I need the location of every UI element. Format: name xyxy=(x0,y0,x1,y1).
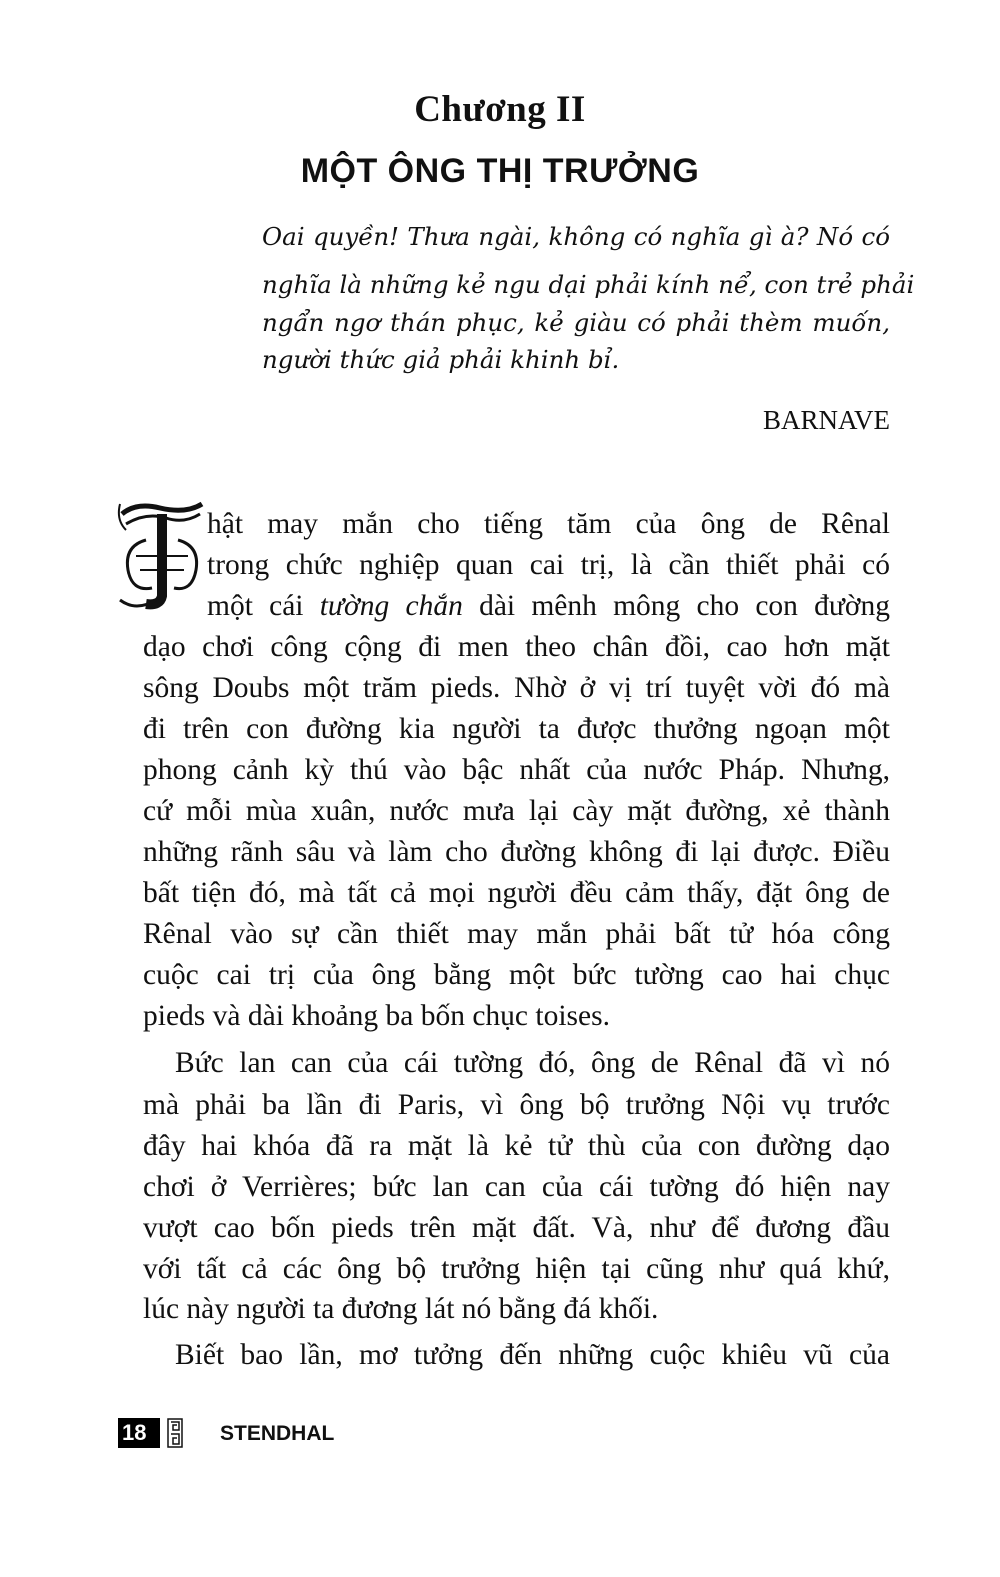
text-line: sông Doubs một trăm pieds. Nhờ ở vị trí tuyệt vời đó mà xyxy=(143,672,890,704)
epigraph-author: BARNAVE xyxy=(762,405,890,435)
text-line: với tất cả các ông bộ trưởng hiện tại cũng như quá khứ, xyxy=(143,1253,890,1285)
epigraph-line: người thức giả phải khinh bỉ. xyxy=(262,345,620,374)
text-line: dạo chơi công cộng đi men theo chân đồi, cao hơn mặt xyxy=(143,631,890,663)
text-line: cứ mỗi mùa xuân, nước mưa lại cày mặt đường, xẻ thành xyxy=(143,795,890,827)
epigraph-line: nghĩa là những kẻ ngu dại phải kính nể, con trẻ phải xyxy=(262,270,915,299)
text-line: chơi ở Verrières; bức lan can của cái tường đó hiện nay xyxy=(143,1171,890,1203)
text-line: vượt cao bốn pieds trên mặt đất. Và, như để đương đầu xyxy=(143,1212,890,1244)
text-line: lúc này người ta đương lát nó bằng đá khối. xyxy=(143,1293,659,1325)
page-number: 18 xyxy=(118,1418,160,1448)
italic-phrase: tường chắn xyxy=(319,590,463,622)
text-line: phong cảnh kỳ thú vào bậc nhất của nước Pháp. Nhưng, xyxy=(143,754,890,786)
text-line: hật may mắn cho tiếng tăm của ông de Rênal xyxy=(207,508,890,540)
text-line: trong chức nghiệp quan cai trị, là cần thiết phải có xyxy=(207,549,890,581)
chapter-title: MỘT ÔNG THỊ TRƯỞNG xyxy=(300,152,700,190)
text-line: một cái tường chắn dài mênh mông cho con đường xyxy=(207,590,890,622)
text-line: Rênal vào sự cần thiết may mắn phải bất tử hóa công xyxy=(143,918,890,950)
text-line: đây hai khóa đã ra mặt là kẻ tử thù của con đường dạo xyxy=(143,1130,890,1162)
text-line: bất tiện đó, mà tất cả mọi người đều cảm thấy, đặt ông de xyxy=(143,877,890,909)
text-line: cuộc cai trị của ông bằng một bức tường cao hai chục xyxy=(143,959,890,991)
epigraph-line: ngẩn ngơ thán phục, kẻ giàu có phải thèm muốn, xyxy=(262,308,890,337)
text-line: mà phải ba lần đi Paris, vì ông bộ trưởng Nội vụ trước xyxy=(143,1089,890,1121)
text-line: đi trên con đường kia người ta được thưởng ngoạn một xyxy=(143,713,890,745)
ornament-icon xyxy=(167,1418,183,1448)
text-line: Biết bao lần, mơ tưởng đến những cuộc khiêu vũ của xyxy=(175,1339,890,1371)
text-line: những rãnh sâu và làm cho đường không đi lại được. Điều xyxy=(143,836,890,868)
running-head: STENDHAL xyxy=(220,1422,335,1445)
ornamental-drop-cap-t xyxy=(116,500,208,612)
text-line: Bức lan can của cái tường đó, ông de Rênal đã vì nó xyxy=(175,1047,890,1079)
chapter-heading: Chương II xyxy=(414,89,586,130)
epigraph-line: Oai quyền! Thưa ngài, không có nghĩa gì à? Nó có xyxy=(262,222,890,251)
text-line: pieds và dài khoảng ba bốn chục toises. xyxy=(143,1000,610,1032)
